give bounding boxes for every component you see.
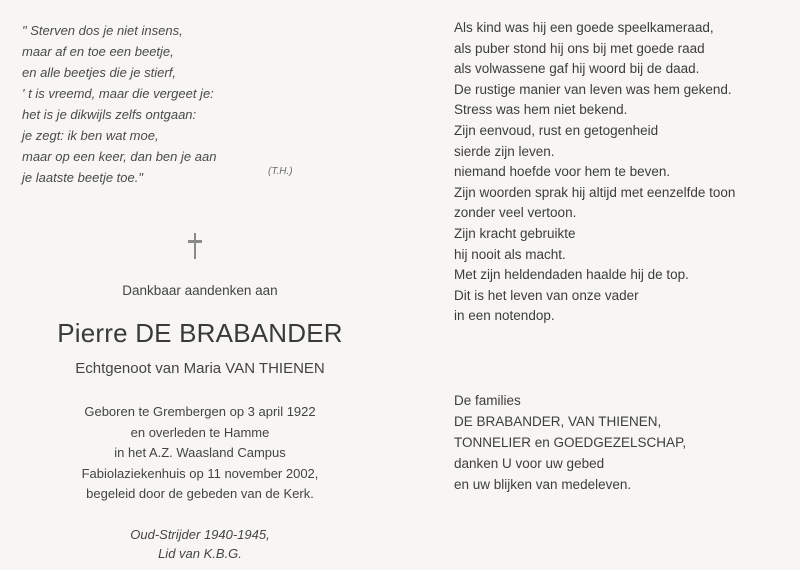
dedication: Dankbaar aandenken aan [122,283,278,298]
bio-line: en overleden te Hamme [130,424,270,440]
poem-line: niemand hoefde voor hem te beven. [454,164,671,180]
poem-line: Zijn eenvoud, rust en getogenheid [454,122,659,138]
poem-line: Als kind was hij een goede speelkameraad, [454,20,714,35]
cross-icon [188,233,202,259]
thanks-line: en uw blijken van medeleven. [454,477,632,492]
bio-block [0,402,400,505]
poem-line: je laatste beetje toe." [22,170,143,185]
poem-line: Stress was hem niet bekend. [454,102,628,118]
bio-line: Geboren te Grembergen op 3 april 1922 [84,404,316,419]
poem-line: hij nooit als macht. [454,246,566,262]
poem-line: zonder veel vertoon. [454,205,577,221]
poem-line: De rustige manier van leven was hem gekend. [454,81,732,97]
bio-line: Fabiolaziekenhuis op 11 november 2002, [81,465,319,481]
poem-line: Met zijn heldendaden haalde hij de top. [454,267,689,283]
poem-line: en alle beetjes die je stierf, [22,65,176,80]
poem-line: maar op een keer, dan ben je aan [22,149,217,164]
poem-line: ' t is vreemd, maar die vergeet je: [22,86,214,101]
right-poem [454,18,800,327]
veteran-line: Oud-Strijder 1940-1945, [130,527,270,542]
poem-line: het is je dikwijls zelfs ontgaan: [22,107,197,122]
thanks-line: De families [454,393,521,408]
thanks-line: TONNELIER en GOEDGEZELSCHAP, [454,435,687,450]
poem-line: als puber stond hij ons bij met goede raad [454,40,705,56]
poem-line: Zijn woorden sprak hij altijd met eenzelfde toon [454,184,736,200]
bio-line: begeleid door de gebeden van de Kerk. [86,486,314,501]
poem-line: " Sterven dos je niet insens, [22,23,183,38]
poem-line: Dit is het leven van onze vader [454,287,639,303]
spouse-line: Echtgenoot van Maria VAN THIENEN [75,360,325,377]
poem-author: (T.H.) [268,166,293,177]
thanks-block [454,390,794,495]
left-poem [22,20,342,188]
poem-line: als volwassene gaf hij woord bij de daad. [454,61,700,77]
bio-line: in het A.Z. Waasland Campus [114,445,286,460]
thanks-line: danken U voor uw gebed [454,456,605,471]
poem-line: je zegt: ik ben wat moe, [22,128,159,143]
poem-line: maar af en toe een beetje, [22,44,174,59]
poem-line: sierde zijn leven. [454,143,555,159]
thanks-line: DE BRABANDER, VAN THIENEN, [454,414,662,429]
poem-line: in een notendop. [454,308,555,324]
veteran-block [0,525,400,563]
deceased-name: Pierre DE BRABANDER [57,318,343,348]
right-panel [400,0,800,570]
veteran-line: Lid van K.B.G. [158,546,242,561]
poem-line: Zijn kracht gebruikte [454,225,576,241]
